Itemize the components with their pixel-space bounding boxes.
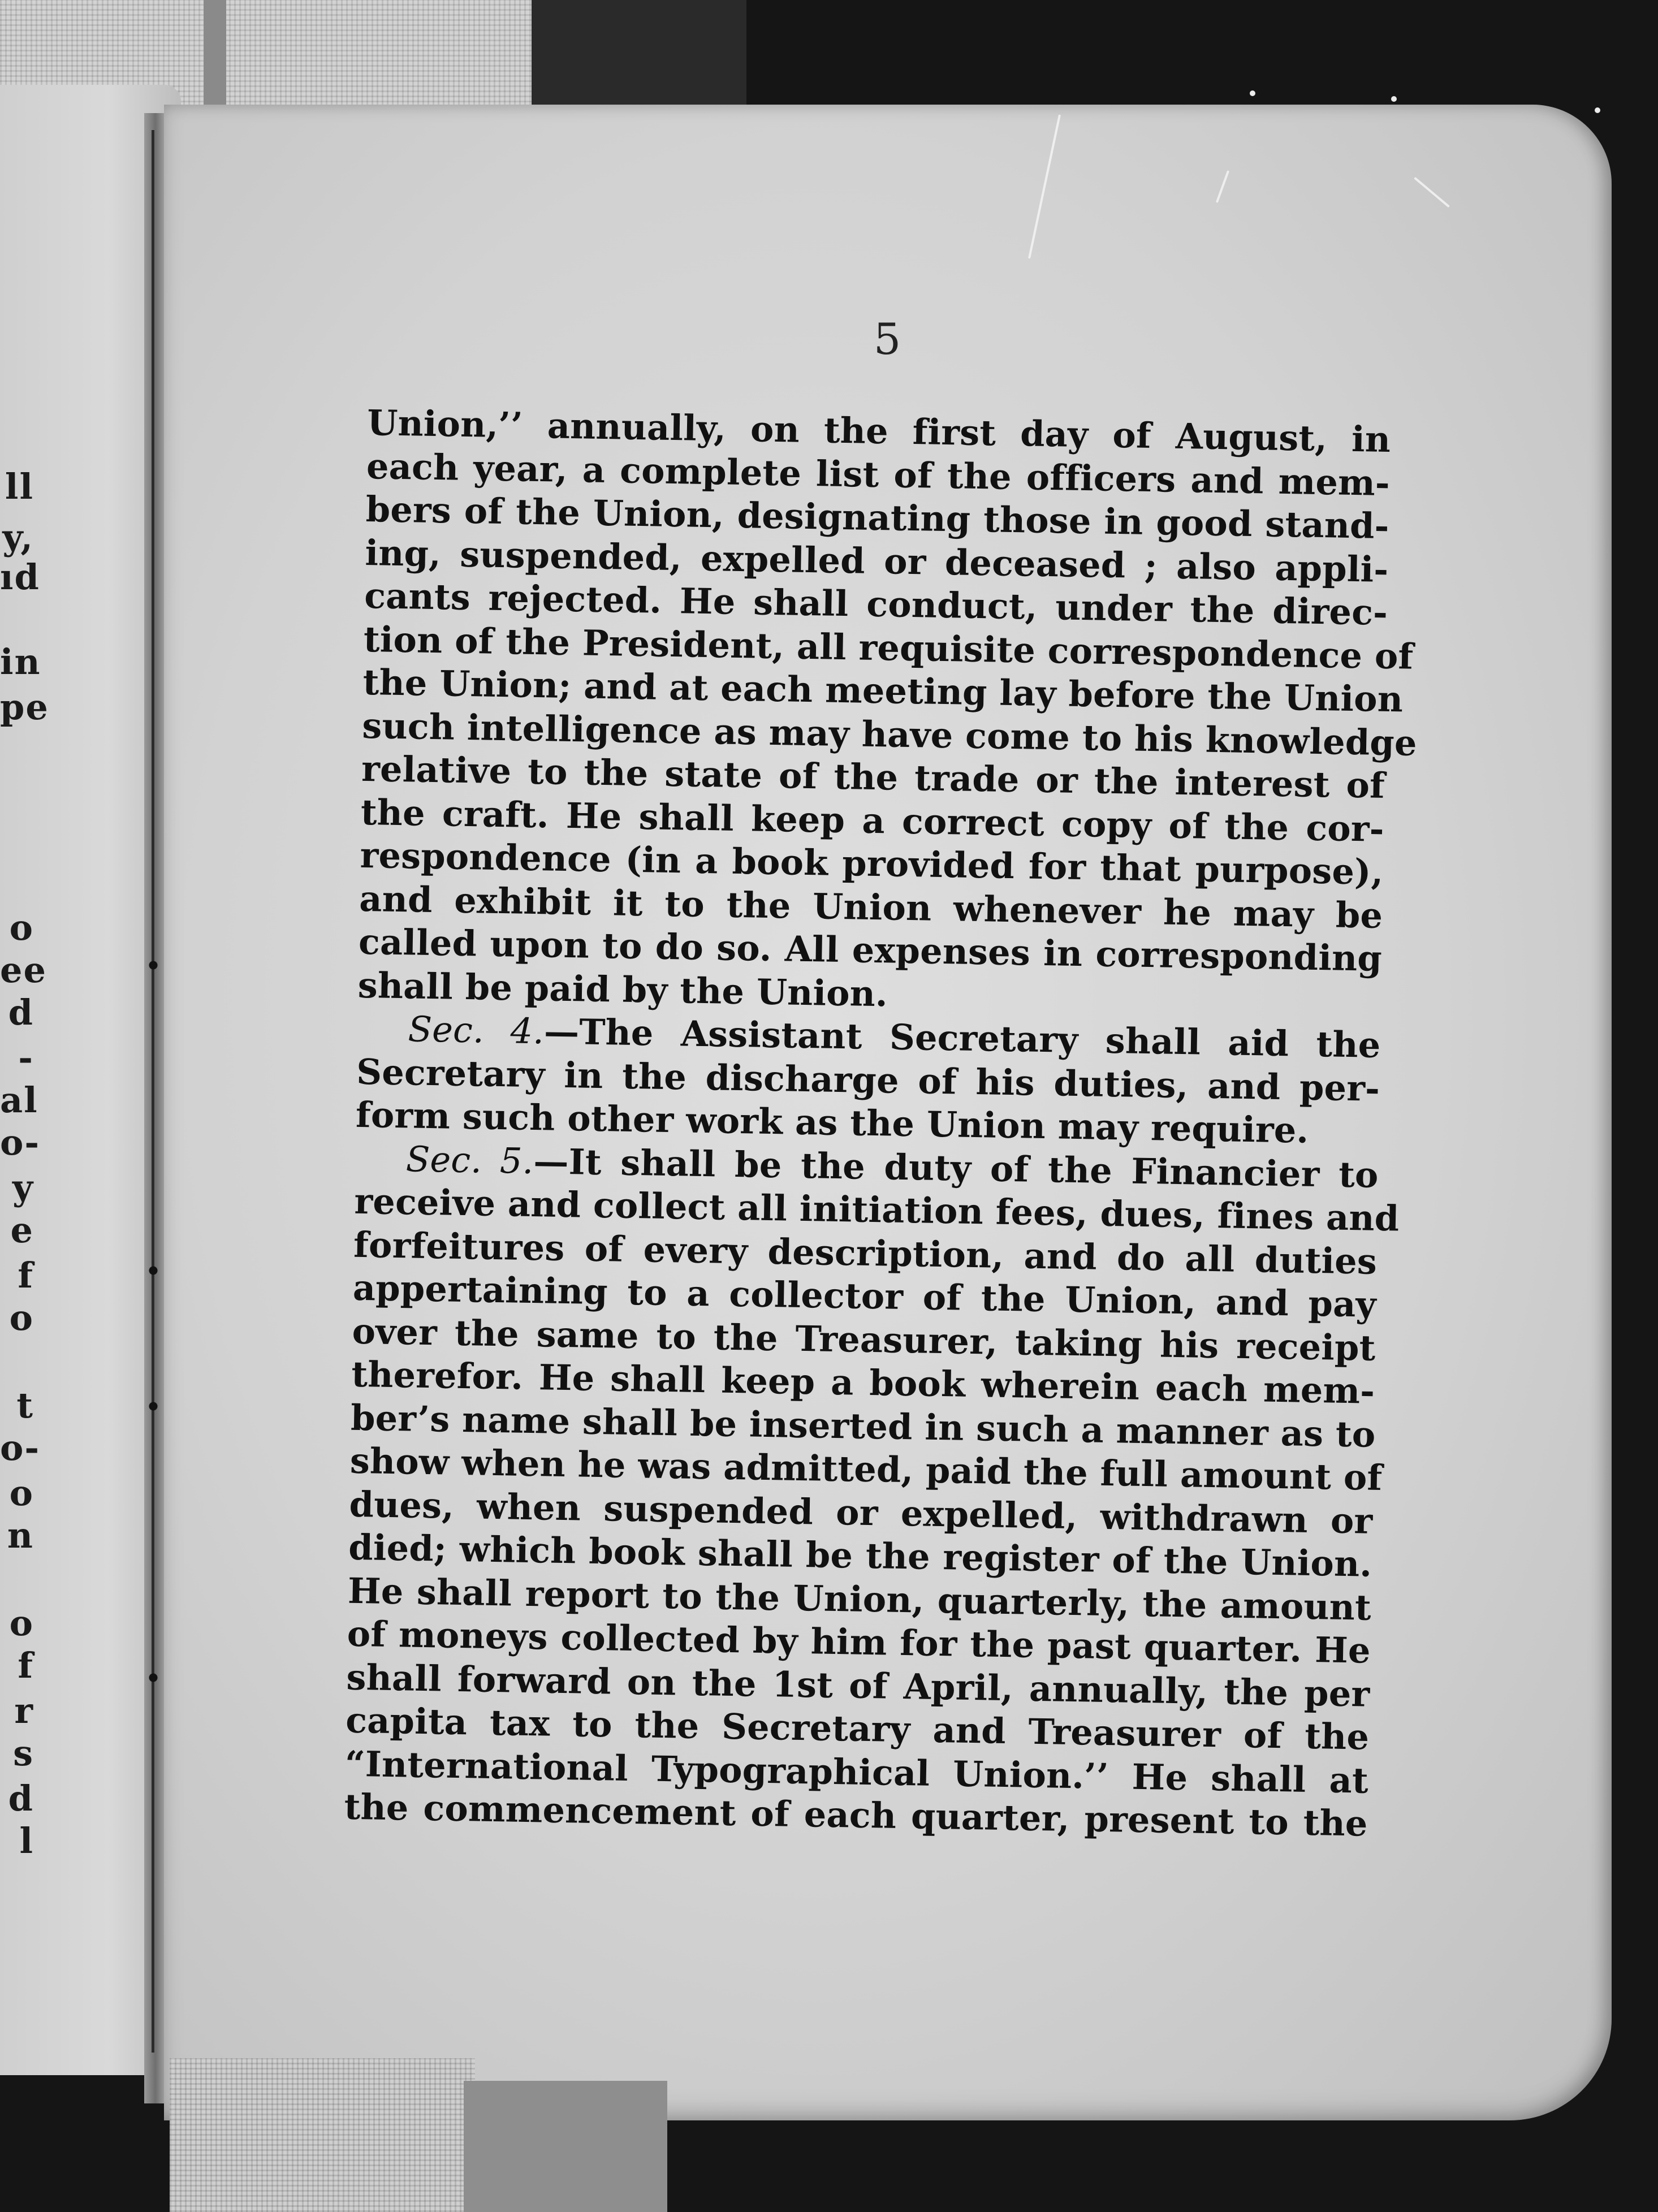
text-line: cants rejected. He shall conduct, under the direc- (364, 574, 1388, 633)
text-line: shall forward on the 1st of April, annually, the per (346, 1656, 1370, 1715)
text-line: called upon to do so. All expenses in corresponding (358, 921, 1383, 979)
left-page-fragment: ll (5, 466, 34, 507)
text-line: therefor. He shall keep a book wherein each mem- (351, 1353, 1375, 1412)
text-line: Union,’’ annually, on the first day of August, in (366, 401, 1391, 460)
text-line: capita tax to the Secretary and Treasurer of the (345, 1699, 1370, 1758)
text-line: shall be paid by the Union. (357, 964, 888, 1014)
text-line: bers of the Union, designating those in good stand- (365, 488, 1390, 547)
left-page-fragment: s (13, 1733, 34, 1774)
left-page-fragment: n (7, 1515, 34, 1556)
text-line: the craft. He shall keep a correct copy of the cor- (360, 791, 1385, 850)
binding-stitch (144, 956, 163, 975)
text-line: the commencement of each quarter, present to the (344, 1786, 1368, 1844)
text-line: He shall report to the Union, quarterly, the amount (347, 1570, 1372, 1628)
dark-background-top (532, 0, 746, 107)
text-line: Secretary in the discharge of his duties, and per- (356, 1051, 1380, 1109)
text-line: relative to the state of the trade or the interest of (361, 748, 1385, 806)
fabric-background-bottom (170, 2058, 475, 2212)
left-page-fragment: t (16, 1385, 34, 1426)
left-page-fragment: o- (0, 1427, 41, 1468)
binding-thread (152, 130, 154, 2053)
left-page-fragment: f (18, 1255, 34, 1296)
binding-stitch (144, 1261, 163, 1280)
text-line: ing, suspended, expelled or deceased ; also appli- (364, 532, 1389, 590)
text-line: the Union; and at each meeting lay before the Union (362, 661, 1404, 720)
text-line: respondence (in a book provided for that purpose), (360, 834, 1384, 893)
page-number: 5 (873, 314, 901, 364)
left-page-fragment: e (10, 1209, 34, 1251)
text-line: of moneys collected by him for the past quarter. He (347, 1613, 1371, 1671)
dust-speck (1595, 107, 1600, 113)
left-page-fragment: o (9, 907, 34, 948)
left-page-fragment: ee (0, 949, 47, 991)
text-line: receive and collect all initiation fees, dues, fines and (353, 1180, 1400, 1239)
left-page-fragment: d (8, 1778, 34, 1819)
text-line: show when he was admitted, paid the full amount of (349, 1440, 1383, 1499)
text-line: dues, when suspended or expelled, withdrawn or (349, 1483, 1374, 1542)
left-page-fragment: l (19, 1820, 34, 1861)
background-block-bottom (464, 2081, 667, 2212)
left-page-fragment: o (9, 1602, 34, 1644)
left-page-fragment: f (18, 1645, 34, 1686)
binding-stitch (144, 1668, 163, 1687)
dust-speck (1250, 90, 1255, 96)
text-line: tion of the President, all requisite correspondence of (363, 618, 1414, 677)
left-page-fragment: in (0, 641, 41, 682)
section-4-label: Sec. 4. (408, 1008, 545, 1052)
text-line: such intelligence as may have come to his knowledge (361, 705, 1418, 764)
dust-speck (1391, 96, 1397, 102)
left-page-fragment: - (18, 1037, 34, 1078)
text-line: ber’s name shall be inserted in such a manner as to (350, 1397, 1376, 1455)
text-line: and exhibit it to the Union whenever he may be (359, 878, 1383, 936)
text-line: forfeitures of every description, and do all duties (353, 1224, 1378, 1282)
section-5-label: Sec. 5. (405, 1138, 534, 1182)
left-page-fragment: r (14, 1690, 34, 1731)
left-page-fragment: ıd (0, 556, 40, 598)
text-line: over the same to the Treasurer, taking his receipt (352, 1310, 1376, 1369)
text-line: form such other work as the Union may require. (355, 1094, 1309, 1151)
left-page-fragment: o (9, 1472, 34, 1514)
left-page-fragment: y, (2, 517, 34, 558)
left-page-fragment: pe (0, 686, 49, 728)
page-body-text (344, 401, 1418, 1846)
left-page-fragment: o- (0, 1122, 41, 1163)
left-page-fragment: al (0, 1079, 38, 1121)
left-page-fragment: y (12, 1167, 34, 1208)
text-line: each year, a complete list of the officers and mem- (366, 445, 1391, 504)
section-5-text: —It shall be the duty of the Financier to (533, 1140, 1379, 1196)
binding-stitch (144, 1397, 163, 1416)
book-gutter (144, 113, 167, 2103)
text-line: “International Typographical Union.’’ He shall at (344, 1743, 1369, 1801)
left-page-fragment: o (9, 1297, 34, 1338)
text-line: appertaining to a collector of the Union, and pay (352, 1267, 1377, 1325)
fabric-seam (204, 0, 226, 107)
left-page-fragment: d (8, 992, 34, 1033)
text-line: died; which book shall be the register of the Union. (348, 1526, 1372, 1585)
section-4-text: —The Assistant Secretary shall aid the (543, 1010, 1381, 1066)
